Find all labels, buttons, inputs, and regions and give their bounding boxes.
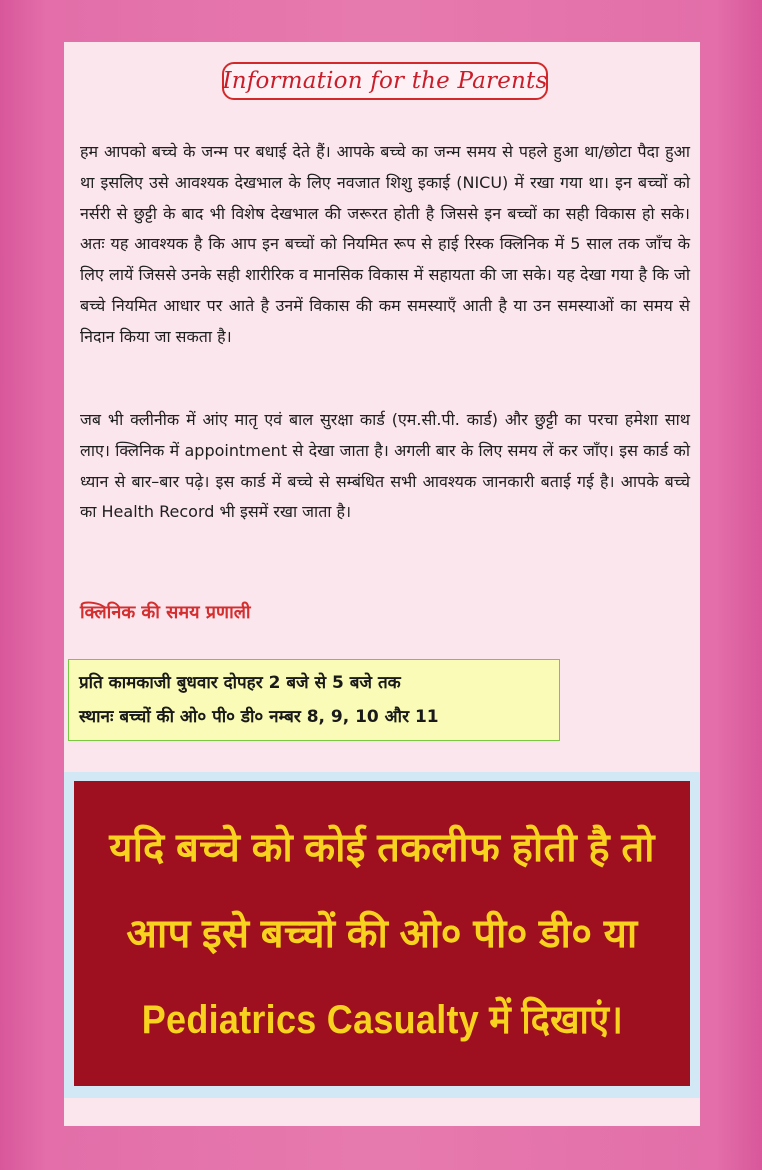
page-title: Information for the Parents [222,68,548,94]
timing-day-line: प्रति कामकाजी बुधवार दोपहर 2 बजे से 5 बजे तक [79,673,401,693]
alert-line-3: Pediatrics Casualty में दिखाएं। [141,997,623,1042]
clinic-timing-heading: क्लिनिक की समय प्रणाली [80,602,251,623]
alert-line-1: यदि बच्चे को कोई तकलीफ होती है तो [109,825,655,870]
timing-location-line: स्थानः बच्चों की ओ० पी० डी० नम्बर 8, 9, 10 और 11 [79,707,439,727]
clinic-timing-box [68,659,560,741]
intro-paragraph: हम आपको बच्चे के जन्म पर बधाई देते हैं। आपके बच्चे का जन्म समय से पहले हुआ था/छोटा पैदा हुआ था इसलिए उसे आवश्यक देखभाल के लिए नवजात शिशु इकाई (NICU) में रखा गया था। इन बच्चों को नर्सरी से छुट्टी के बाद भी विशेष देखभाल की जरूरत होती है जिससे इन बच्चों का सही विकास हो सके। अतः यह आवश्यक है कि आप इन बच्चों को नियमित रूप से हाई रिस्क क्लिनिक में 5 साल तक जाँच के लिए लायें जिससे उनके सही शारीरिक व मानसिक विकास में सहायता की जा सके। यह देखा गया है कि जो बच्चे नियमित आधार पर आते है उनमें विकास की कम समस्याएँ आती है या उन समस्याओं का समय से निदान किया जा सकता है। [80,142,690,346]
alert-line-2: आप इसे बच्चों की ओ० पी० डी० या [126,911,638,956]
instructions-paragraph: जब भी क्लीनीक में आंए मातृ एवं बाल सुरक्षा कार्ड (एम.सी.पी. कार्ड) और छुट्टी का परचा हमेशा साथ लाए। क्लिनिक में appointment से देखा जाता है। अगली बार के लिए समय लें कर जाँए। इस कार्ड को ध्यान से बार–बार पढ़े। इस कार्ड में बच्चे से सम्बंधित सभी आवश्यक जानकारी बताई गई है। आपके बच्चे का Health Record भी इसमें रखा जाता है। [80,410,690,522]
title-box [222,62,548,100]
alert-banner [74,781,690,1086]
